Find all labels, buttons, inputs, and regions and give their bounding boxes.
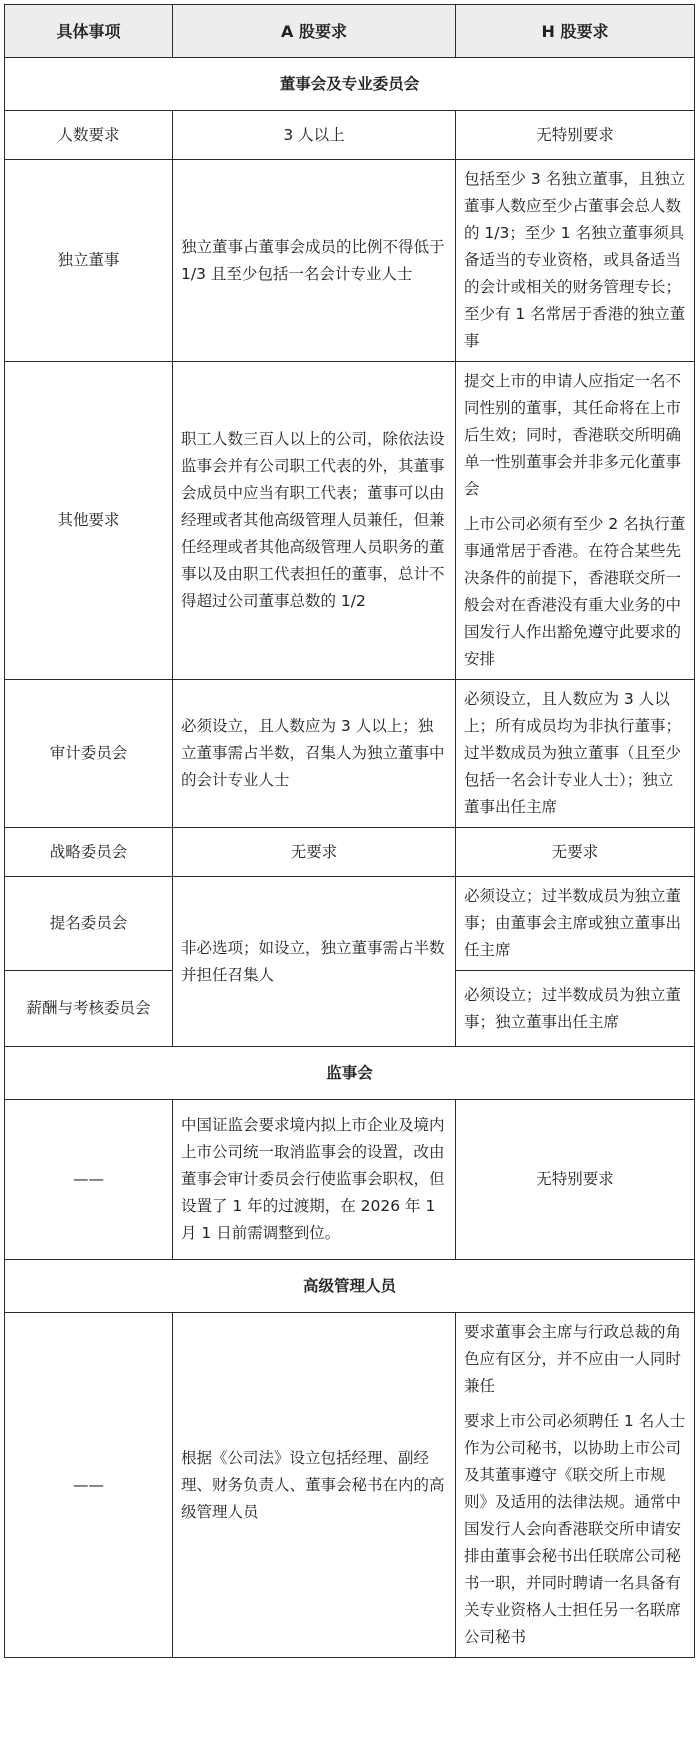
h-share-cell — [456, 362, 695, 680]
row-label: 薪酬与考核委员会 — [5, 971, 173, 1047]
row-label: 审计委员会 — [5, 680, 173, 828]
a-share-cell: 独立董事占董事会成员的比例不得低于 1/3 且至少包括一名会计专业人士 — [173, 160, 456, 362]
table-header-row — [5, 5, 695, 58]
h-share-cell: 必须设立；过半数成员为独立董事；由董事会主席或独立董事出任主席 — [456, 877, 695, 971]
section-title-supervisory: 监事会 — [5, 1047, 695, 1100]
row-label: 独立董事 — [5, 160, 173, 362]
table-row-headcount — [5, 111, 695, 160]
row-label: 战略委员会 — [5, 828, 173, 877]
section-row-board — [5, 58, 695, 111]
header-item: 具体事项 — [5, 5, 173, 58]
row-label: —— — [5, 1313, 173, 1658]
table-row-other — [5, 362, 695, 680]
h-share-paragraph: 要求上市公司必须聘任 1 名人士作为公司秘书，以协助上市公司及其董事遵守《联交所上市规则》及适用的法律法规。通常中国发行人会向香港联交所申请安排由董事会秘书出任联席公司秘书一职，并同时聘请一名具备有关专业资格人士担任另一名联席公司秘书 — [464, 1412, 686, 1646]
section-title-management: 高级管理人员 — [5, 1260, 695, 1313]
h-share-cell: 无特别要求 — [456, 111, 695, 160]
header-a-share: A 股要求 — [173, 5, 456, 58]
table-row-management — [5, 1313, 695, 1658]
h-share-cell: 必须设立，且人数应为 3 人以上；所有成员均为非执行董事；过半数成员为独立董事（且至少包括一名会计专业人士）；独立董事出任主席 — [456, 680, 695, 828]
a-share-cell: 根据《公司法》设立包括经理、副经理、财务负责人、董事会秘书在内的高级管理人员 — [173, 1313, 456, 1658]
table-row-supervisory — [5, 1100, 695, 1260]
a-share-cell: 3 人以上 — [173, 111, 456, 160]
h-share-cell: 必须设立；过半数成员为独立董事；独立董事出任主席 — [456, 971, 695, 1047]
table-row-independent — [5, 160, 695, 362]
h-share-paragraph: 提交上市的申请人应指定一名不同性别的董事，其任命将在上市后生效；同时，香港联交所明确单一性别董事会并非多元化董事会 — [464, 372, 682, 498]
section-row-management — [5, 1260, 695, 1313]
row-label: 提名委员会 — [5, 877, 173, 971]
a-share-cell: 非必选项；如设立，独立董事需占半数并担任召集人 — [173, 877, 456, 1047]
a-share-cell: 必须设立，且人数应为 3 人以上；独立董事需占半数，召集人为独立董事中的会计专业人士 — [173, 680, 456, 828]
comparison-table — [4, 4, 695, 1658]
row-label: 其他要求 — [5, 362, 173, 680]
a-share-cell: 无要求 — [173, 828, 456, 877]
table-row-audit — [5, 680, 695, 828]
row-label: —— — [5, 1100, 173, 1260]
a-share-cell: 中国证监会要求境内拟上市企业及境内上市公司统一取消监事会的设置，改由董事会审计委员会行使监事会职权，但设置了 1 年的过渡期，在 2026 年 1 月 1 日前需调整到位。 — [173, 1100, 456, 1260]
h-share-cell — [456, 1313, 695, 1658]
table-row-nomination — [5, 877, 695, 971]
section-row-supervisory — [5, 1047, 695, 1100]
h-share-cell: 无要求 — [456, 828, 695, 877]
table-row-strategy — [5, 828, 695, 877]
row-label: 人数要求 — [5, 111, 173, 160]
section-title-board: 董事会及专业委员会 — [5, 58, 695, 111]
h-share-cell: 无特别要求 — [456, 1100, 695, 1260]
h-share-paragraph: 要求董事会主席与行政总裁的角色应有区分，并不应由一人同时兼任 — [464, 1323, 682, 1395]
h-share-cell: 包括至少 3 名独立董事，且独立董事人数应至少占董事会总人数的 1/3；至少 1 名独立董事须具备适当的专业资格，或具备适当的会计或相关的财务管理专长；至少有 1 名常居于香港的独立董事 — [456, 160, 695, 362]
header-h-share: H 股要求 — [456, 5, 695, 58]
h-share-paragraph: 上市公司必须有至少 2 名执行董事通常居于香港。在符合某些先决条件的前提下，香港联交所一般会对在香港没有重大业务的中国发行人作出豁免遵守此要求的安排 — [464, 515, 686, 668]
a-share-cell: 职工人数三百人以上的公司，除依法设监事会并有公司职工代表的外，其董事会成员中应当有职工代表；董事可以由经理或者其他高级管理人员兼任，但兼任经理或者其他高级管理人员职务的董事以及由职工代表担任的董事，总计不得超过公司董事总数的 1/2 — [173, 362, 456, 680]
